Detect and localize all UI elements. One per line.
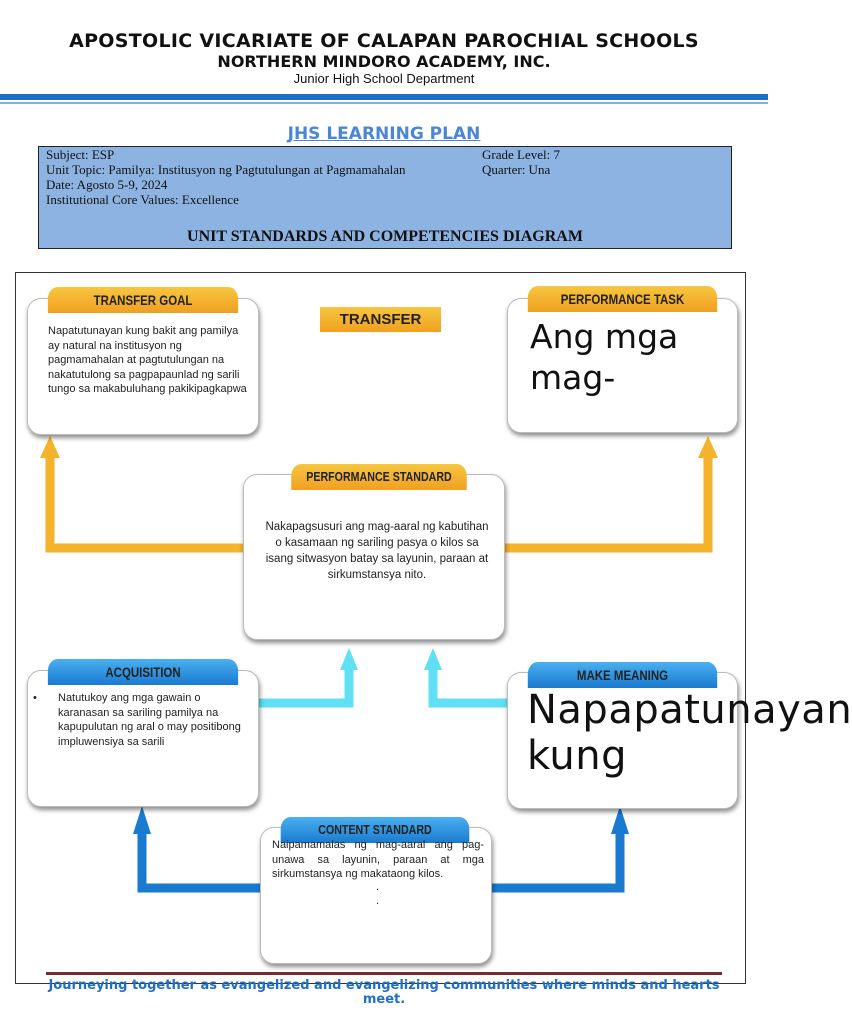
core-values: Institutional Core Values: Excellence (46, 192, 239, 207)
content-standard-title: CONTENT STANDARD (281, 817, 470, 843)
grade-level: Grade Level: 7 (482, 147, 560, 162)
acquisition-title: ACQUISITION (48, 659, 238, 685)
transfer-goal-text: Napatutunayan kung bakit ang pamilya ay natural na institusyon ng pagmamahalan at pagtutulungan na nakatutulong sa pagpapaunlad ng sarili tungo sa makabuluhang pakikipagkapwa (48, 325, 247, 395)
content-standard-text: Naipamamalas ng mag-aaral ang pag-unawa sa layunin, paraan at mga sirkumstansya ng makataong kilos. (272, 839, 484, 880)
transfer-label: TRANSFER (320, 307, 441, 332)
arrowhead-transfer-goal (40, 436, 60, 458)
make-meaning-text: Napapatunayan kung (527, 687, 852, 779)
org-name: APOSTOLIC VICARIATE OF CALAPAN PAROCHIAL SCHOOLS (69, 30, 699, 52)
arrow-meaning-up (433, 668, 510, 703)
subject: Subject: ESP (46, 147, 115, 162)
performance-standard-text: Nakapagsusuri ang mag-aaral ng kabutihan o kasamaan ng sariling pasya o kilos sa isang sitwasyon batay sa layunin, paraan at sirkumstansya nito. (265, 521, 489, 581)
diagram-title: UNIT STANDARDS AND COMPETENCIES DIAGRAM (187, 228, 583, 245)
unit-topic: Unit Topic: Pamilya: Institusyon ng Pagtutulungan at Pagmamahalan (46, 162, 406, 177)
transfer-goal-title: TRANSFER GOAL (48, 287, 238, 313)
arrow-to-make-meaning (490, 830, 620, 888)
arrow-to-transfer-goal (50, 455, 246, 548)
date: Date: Agosto 5-9, 2024 (46, 177, 168, 192)
arrow-to-performance-task (503, 455, 708, 548)
arrowhead-acquisition (133, 806, 151, 834)
arrowhead-meaning-up (424, 648, 442, 670)
performance-standard-title: PERFORMANCE STANDARD (291, 464, 466, 490)
footer-rule (46, 972, 722, 975)
school-name: NORTHERN MINDORO ACADEMY, INC. (217, 52, 551, 71)
footer-motto: Journeying together as evangelized and evangelizing communities where minds and hearts meet. (48, 978, 720, 1007)
arrowhead-performance-task (698, 436, 718, 458)
content-standard-dot-1: . (376, 881, 380, 893)
performance-task-title: PERFORMANCE TASK (528, 286, 717, 312)
quarter: Quarter: Una (482, 162, 551, 177)
arrow-to-acquisition (142, 830, 262, 888)
department-name: Junior High School Department (293, 71, 475, 86)
performance-task-text: Ang mga mag- (530, 317, 679, 397)
acquisition-bullet: • (33, 692, 37, 704)
content-standard-dot-2: . (376, 895, 380, 907)
acquisition-text: Natutukoy ang mga gawain o karanasan sa sariling pamilya na kapupulutan ng aral o may positibong impluwensiya sa sarili (58, 692, 241, 748)
plan-title: JHS LEARNING PLAN (287, 124, 481, 144)
arrow-acquisition-up (258, 668, 349, 703)
arrowhead-make-meaning (611, 806, 629, 834)
make-meaning-title: MAKE MEANING (528, 662, 717, 688)
arrowhead-acquisition-up (340, 648, 358, 670)
